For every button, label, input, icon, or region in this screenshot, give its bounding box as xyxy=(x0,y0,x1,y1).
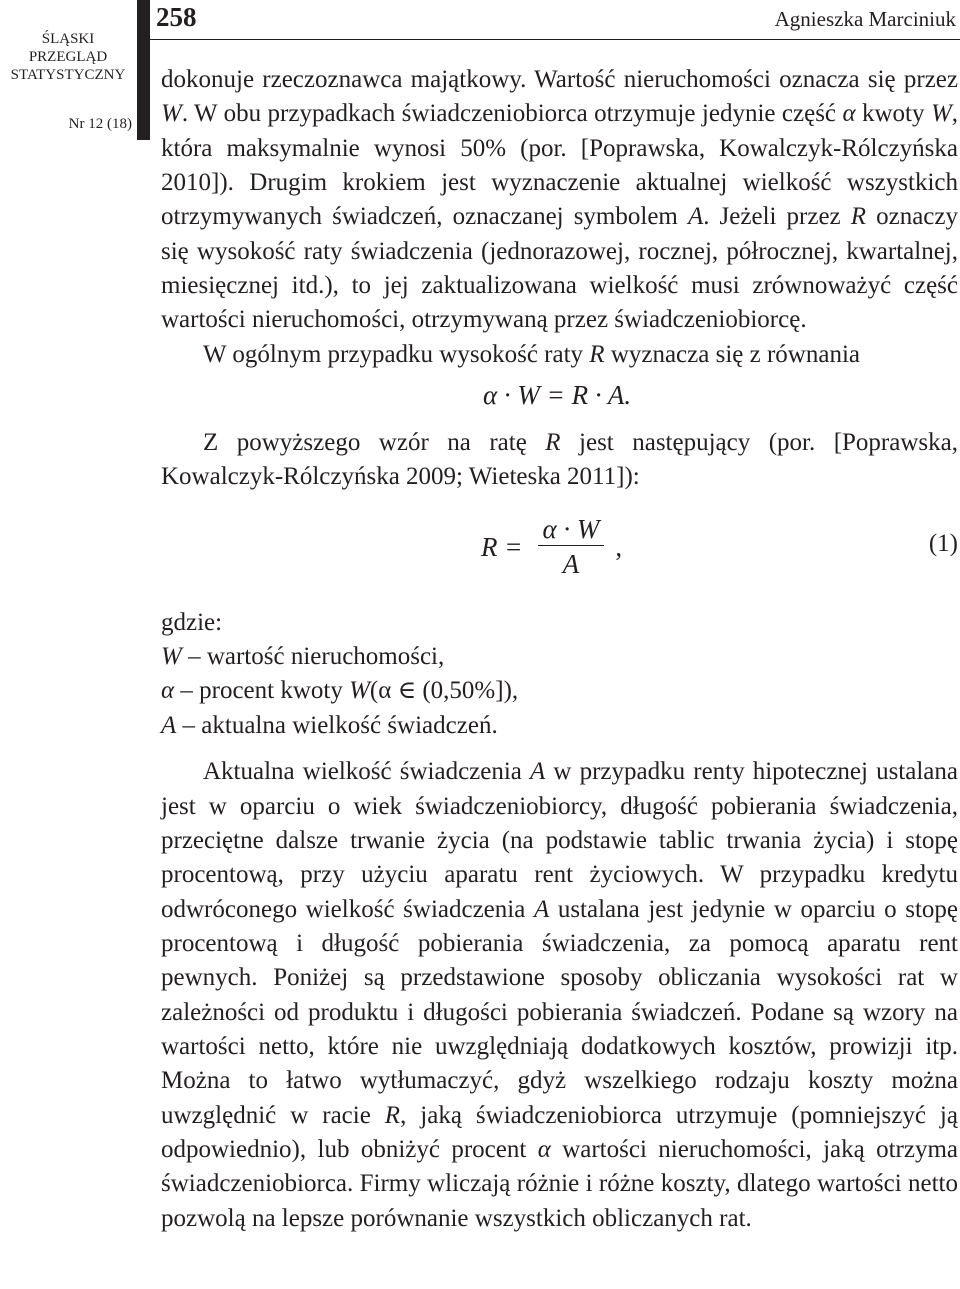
definition-alpha: α – procent kwoty W(α ∈ (0,50%]), xyxy=(161,677,519,705)
journal-title-line1: ŚLĄSKI xyxy=(41,31,95,47)
equation-balance: α · W = R · A. xyxy=(483,380,632,411)
definition-w: W – wartość nieruchomości, xyxy=(161,643,445,671)
formula-numerator: α · W xyxy=(542,513,600,544)
rate-formula: R = $\frac{\alpha \cdot W}{A}$ , xyxy=(481,513,622,583)
issue-number: Nr 12 (18) xyxy=(68,116,132,132)
sidebar-bar xyxy=(137,0,150,140)
journal-title-line3: STATYSTYCZNY xyxy=(10,67,126,83)
header-rule xyxy=(150,39,960,40)
page-number: 258 xyxy=(156,2,197,32)
symbol-definitions xyxy=(161,606,958,743)
paragraph-4: Aktualna wielkość świadczenia A w przypadku renty hipotecznej ustalana jest w oparciu o wiek świadczeniobiorcy, długość pobierania świadczenia, przeciętne dalsze trwanie życia (na podstawie tablic trwania życia) i stopę procentową, przy użyciu aparatu rent życiowych. W przypadku kredytu odwróconego wielkość świadczenia A ustalana jest jedynie w oparciu o stopę procentową i długość pobierania świadczenia, za pomocą aparatu rent pewnych. Poniżej są przedstawione sposoby obliczania wysokości rat w zależności od produktu i długości pobierania świadczeń. Podane są wzory na wartości netto, które nie uwzględniają dodatkowych kosztów, prowizji itp. Można to łatwo wytłumaczyć, gdyż wszelkiego rodzaju koszty można uwzględnić w racie R, jaką świadczeniobiorca utrzymuje (pomniejszyć ją odpowiednio), lub obniżyć procent α wartości nieruchomości, jaką otrzyma świadczeniobiorca. Firmy wliczają różnie i różne koszty, dlatego wartości netto pozwolą na lepsze porównanie wszystkich obliczanych rat. xyxy=(161,758,958,1232)
paragraph-3: Z powyższego wzór na ratę R jest następujący (por. [Poprawska, Kowalczyk-Rólczyńska 2009; Wieteska 2011]): xyxy=(161,429,958,491)
equation-number: (1) xyxy=(928,529,958,557)
journal-sidebar xyxy=(0,30,136,133)
formula-lhs: R = xyxy=(481,532,523,563)
journal-title xyxy=(0,30,136,84)
formula-denominator: A xyxy=(562,549,580,580)
running-head-author: Agnieszka Marciniuk xyxy=(774,7,956,31)
paragraph-2: W ogólnym przypadku wysokość raty R wyznacza się z równania xyxy=(203,340,860,368)
journal-title-line2: PRZEGLĄD xyxy=(28,49,108,65)
equation-1 xyxy=(161,505,958,606)
definition-a: A – aktualna wielkość świadczeń. xyxy=(161,711,498,739)
article-body xyxy=(161,63,958,1236)
where-label: gdzie: xyxy=(161,608,223,636)
paragraph-1: dokonuje rzeczoznawca majątkowy. Wartość nieruchomości oznacza się przez W. W obu przypadkach świadczeniobiorca otrzymuje jedynie część α kwoty W, która maksymalnie wynosi 50% (por. [Poprawska, Kowalczyk-Rólczyńska 2010]). Drugim krokiem jest wyznaczenie aktualnej wielkość wszystkich otrzymywanych świadczeń, oznaczanej symbolem A. Jeżeli przez R oznaczy się wysokość raty świadczenia (jednorazowej, rocznej, półrocznej, kwartalnej, miesięcznej itd.), to jej zaktualizowana wielkość musi zrównoważyć część wartości nieruchomości, otrzymywaną przez świadczeniobiorcę. xyxy=(161,66,959,334)
